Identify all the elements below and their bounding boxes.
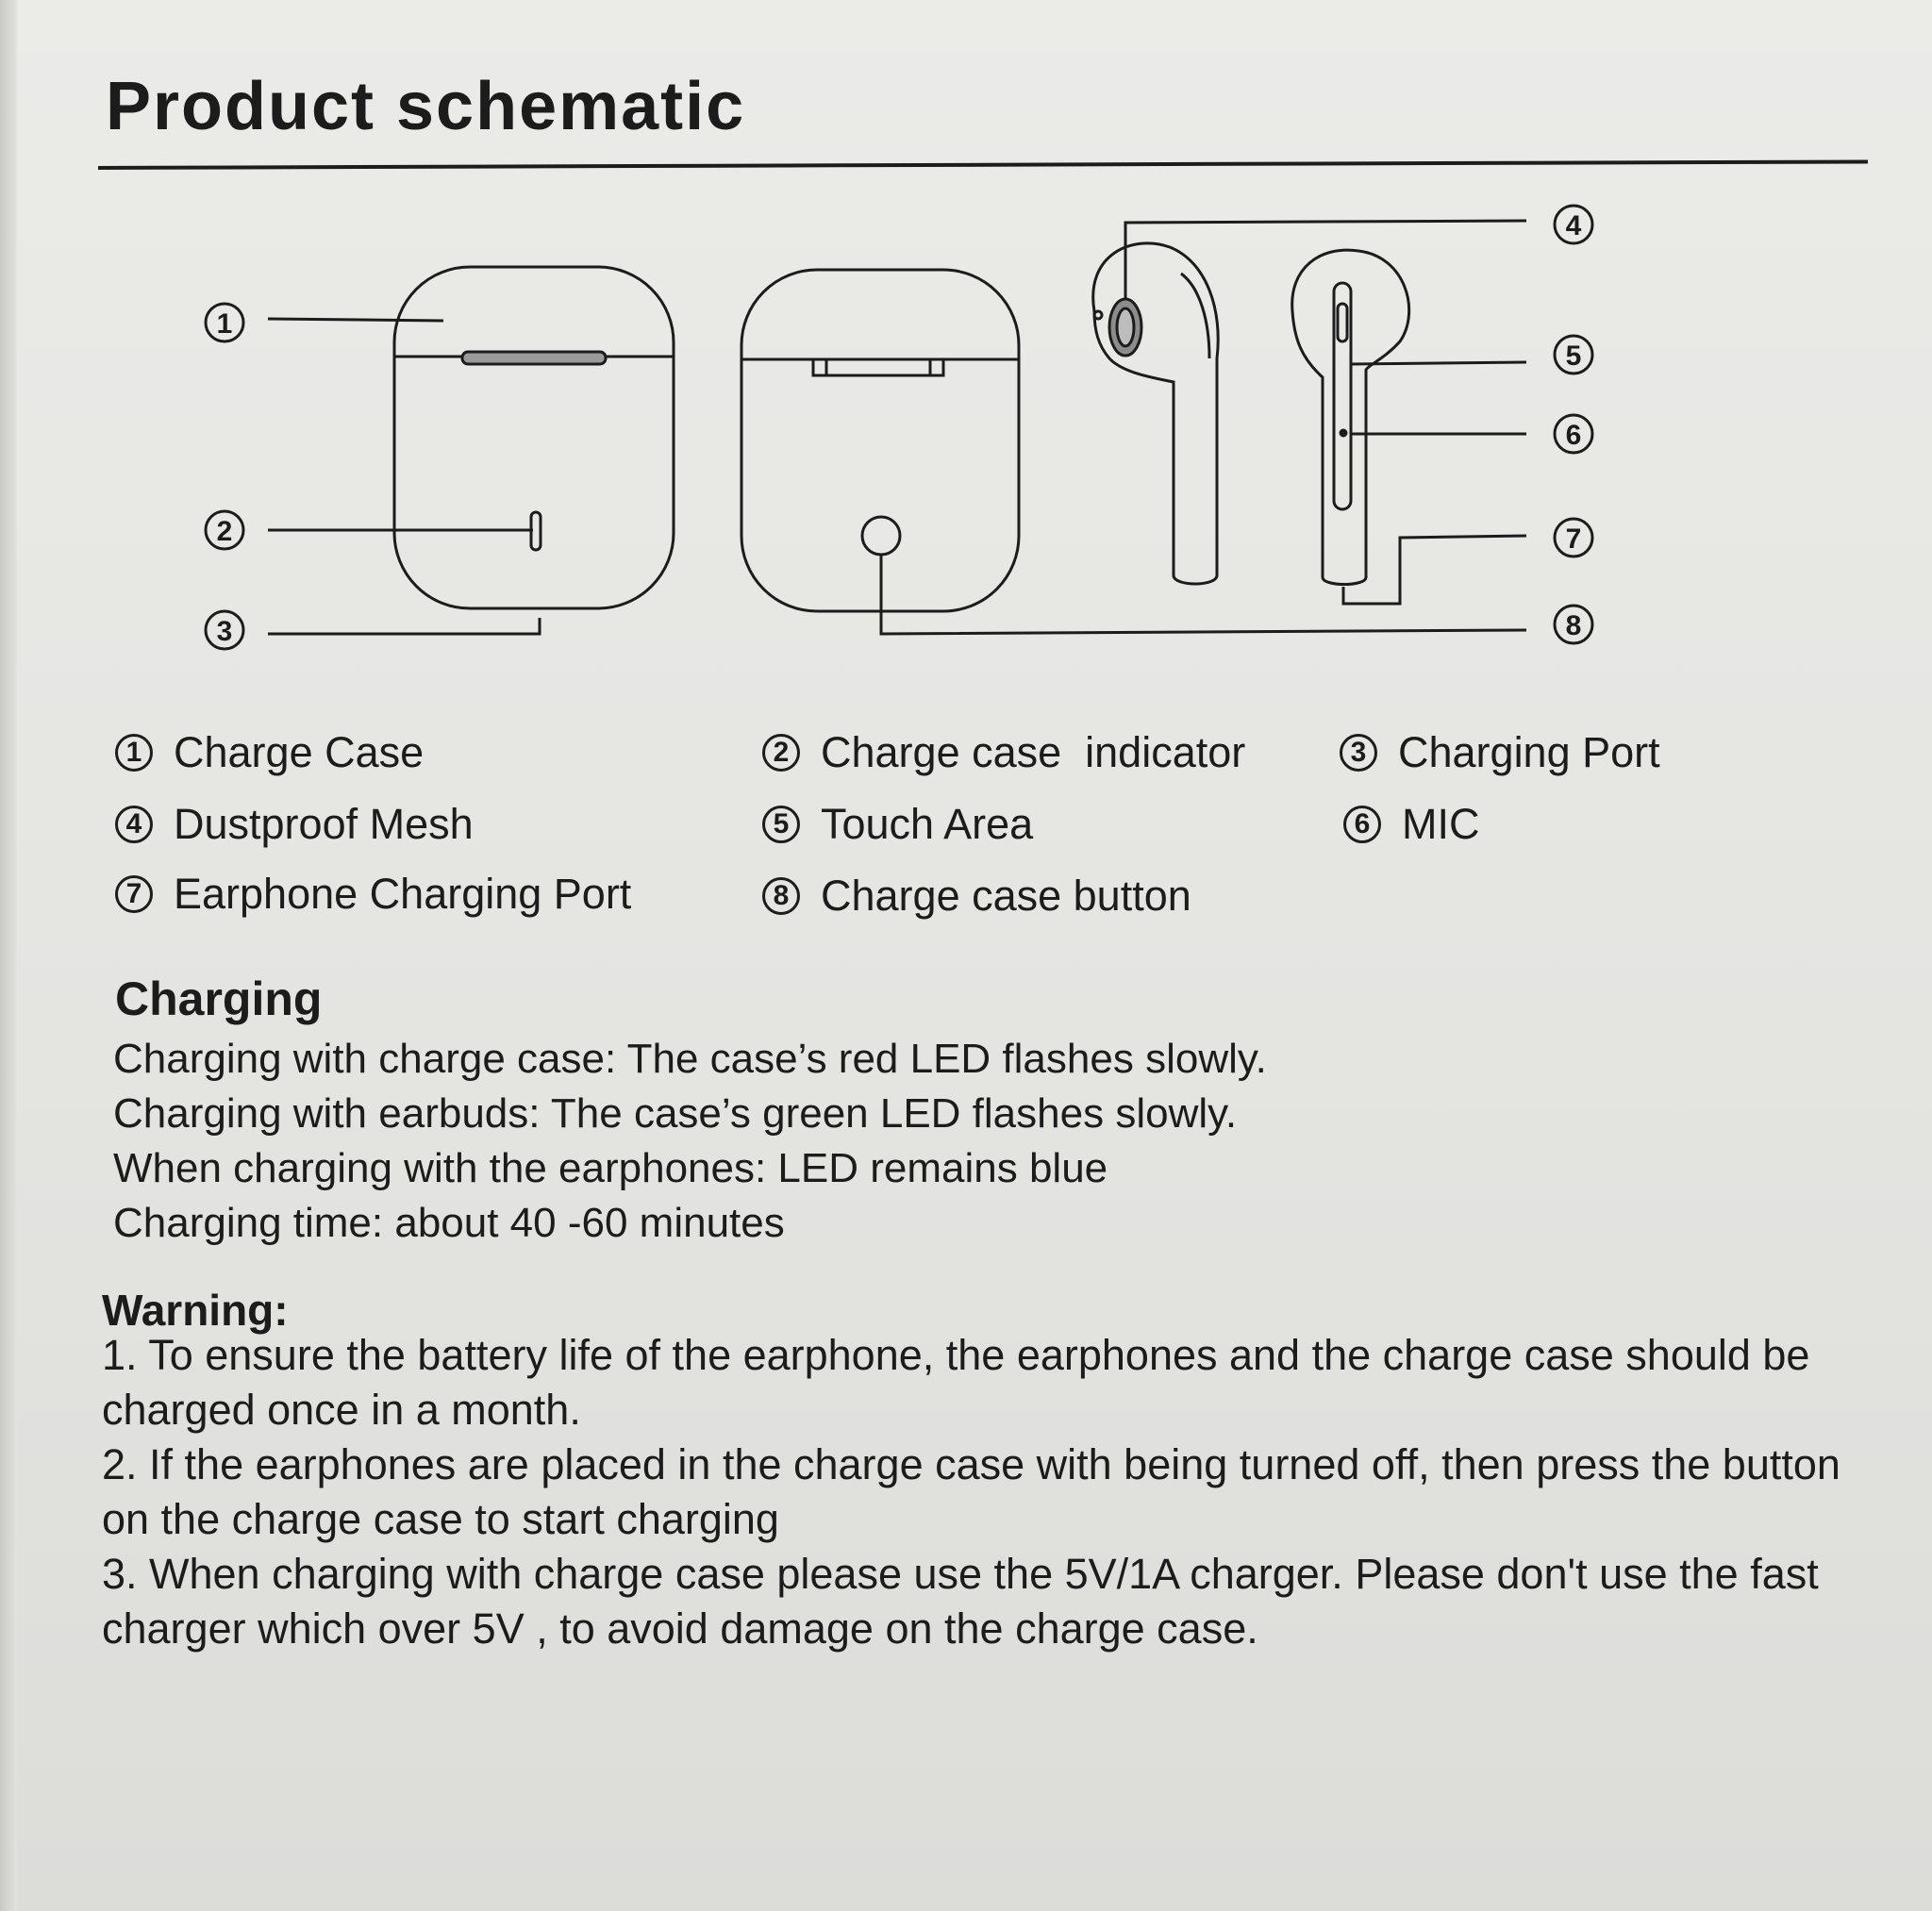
charging-line: Charging time: about 40 -60 minutes bbox=[113, 1200, 785, 1246]
svg-text:1: 1 bbox=[216, 308, 233, 340]
circled-number: 8 bbox=[762, 877, 800, 915]
legend-item-charge-case-button bbox=[762, 872, 1191, 921]
warning-item: 2. If the earphones are placed in the charge case with being turned off, then press the button on the charge case to start charging bbox=[102, 1440, 1840, 1543]
svg-text:4: 4 bbox=[1565, 210, 1582, 241]
circled-number: 4 bbox=[115, 806, 153, 843]
legend-item-mic bbox=[1343, 800, 1480, 849]
callout-1 bbox=[206, 304, 443, 341]
callout-6 bbox=[1351, 415, 1592, 453]
charging-line: When charging with the earphones: LED remains blue bbox=[113, 1145, 1108, 1191]
legend-item-dustproof-mesh bbox=[115, 800, 474, 849]
earbud-side-drawing bbox=[1093, 243, 1219, 584]
legend-label: Dustproof Mesh bbox=[174, 800, 474, 848]
legend-label: Charge Case bbox=[174, 728, 425, 776]
legend-item-charging-port bbox=[1340, 728, 1660, 777]
callout-8 bbox=[881, 555, 1592, 643]
charge-case-front-drawing bbox=[394, 267, 674, 608]
charging-line: Charging with charge case: The case’s red LED flashes slowly. bbox=[113, 1036, 1267, 1082]
circled-number: 7 bbox=[115, 875, 153, 913]
legend-item-earphone-charging-port bbox=[115, 870, 631, 919]
charging-line: Charging with earbuds: The case’s green LED flashes slowly. bbox=[113, 1090, 1238, 1137]
warning-item: 1. To ensure the battery life of the earphone, the earphones and the charge case should be charged once in a month. bbox=[102, 1331, 1810, 1434]
circled-number: 6 bbox=[1343, 806, 1381, 843]
svg-text:7: 7 bbox=[1565, 523, 1582, 555]
legend-item-charge-case bbox=[115, 728, 424, 777]
legend-label: Charging Port bbox=[1398, 728, 1660, 776]
legend-item-touch-area bbox=[762, 800, 1033, 849]
warning-heading: Warning: bbox=[102, 1286, 289, 1335]
svg-text:3: 3 bbox=[216, 616, 233, 647]
circled-number: 2 bbox=[762, 734, 800, 772]
svg-text:2: 2 bbox=[216, 516, 233, 547]
legend-item-charge-case-indicator bbox=[762, 728, 1245, 777]
product-schematic-diagram bbox=[0, 0, 1932, 679]
callout-4 bbox=[1125, 206, 1592, 300]
page-title: Product schematic bbox=[106, 69, 746, 144]
circled-number: 1 bbox=[115, 734, 153, 772]
circled-number: 5 bbox=[762, 806, 800, 843]
legend-label: Touch Area bbox=[821, 800, 1034, 848]
legend-label: Charge case button bbox=[821, 872, 1191, 920]
callout-3 bbox=[206, 611, 540, 649]
legend-label: Charge case indicator bbox=[821, 728, 1246, 776]
svg-text:8: 8 bbox=[1565, 610, 1582, 641]
earbud-front-drawing bbox=[1292, 250, 1409, 584]
circled-number: 3 bbox=[1340, 734, 1377, 772]
legend-label: Earphone Charging Port bbox=[174, 870, 632, 918]
charging-heading: Charging bbox=[115, 972, 323, 1025]
callout-7 bbox=[1343, 519, 1592, 604]
legend-label: MIC bbox=[1402, 800, 1480, 848]
callout-2 bbox=[206, 511, 533, 549]
svg-text:5: 5 bbox=[1565, 341, 1582, 372]
warning-item: 3. When charging with charge case please use the 5V/1A charger. Please don't use the fast charger which over 5V , to avoid damage on the charge case. bbox=[102, 1550, 1819, 1653]
svg-text:6: 6 bbox=[1565, 420, 1582, 451]
